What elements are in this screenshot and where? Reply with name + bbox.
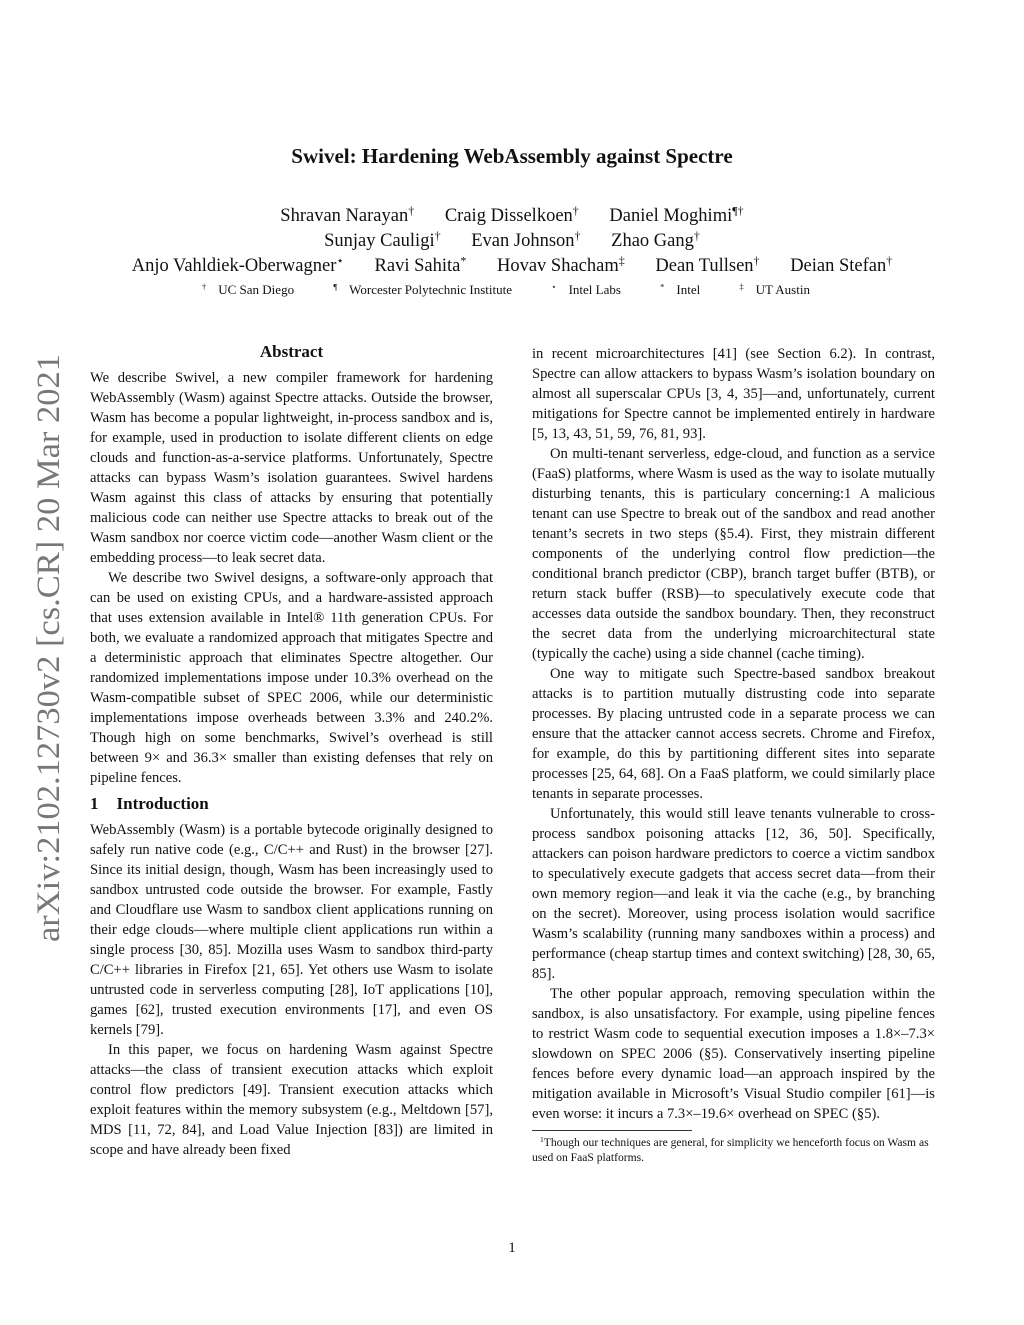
right-paragraph-4: Unfortunately, this would still leave tenants vulnerable to cross-process sandbox poisoning attacks [12, 36, 50]. Specifically, attackers can poison hardware predictors to coerce a victim sandbox to speculatively execute gadgets that access secret data—from their own memory region—and leak it via the cache (e.g., by branching on the secret). Moreover, using process isolation would sacrifice Wasm’s scalability (running many sandboxes within a process) and performance (cheap startup times and context switching) [28, 30, 65, 85].	[532, 806, 935, 982]
intro-paragraph-2: In this paper, we focus on hardening Wasm against Spectre attacks—the class of transient execution attacks which exploit control flow predictors [49]. Transient execution attacks which exploit features within the memory subsystem (e.g., Meltdown [57], MDS [11, 72, 84], and Load Value Injection [83]) are limited in scope and have already been fixed	[90, 1042, 493, 1158]
affiliation: † UC San Diego	[202, 281, 295, 297]
affiliations	[0, 282, 1024, 298]
affiliation: ⋆ Intel Labs	[551, 281, 621, 297]
arxiv-stamp	[28, 352, 68, 942]
right-paragraph-5: The other popular approach, removing speculation within the sandbox, is also unsatisfactory. For example, using pipeline fences to restrict Wasm code to sequential execution imposes a 1.8×–7.3× slowdown on SPEC 2006 (§5). Conservatively inserting pipeline fences before every dynamic load—an approach inspired by the mitigation available in Microsoft’s Visual Studio compiler [61]—is even worse: it incurs a 7.3×–19.6× overhead on SPEC (§5).	[532, 986, 935, 1122]
author-row-1	[0, 204, 1024, 228]
footnote-rule	[532, 1130, 692, 1131]
abstract-heading: Abstract	[259, 342, 324, 361]
author-row-3	[0, 254, 1024, 278]
author: Sunjay Cauligi†	[324, 228, 441, 251]
author: Evan Johnson†	[471, 228, 581, 251]
author: Craig Disselkoen†	[444, 203, 579, 226]
affiliation: ¶ Worcester Polytechnic Institute	[333, 281, 513, 297]
page-number: 1	[508, 1240, 516, 1256]
author: Hovav Shacham‡	[496, 253, 625, 276]
right-column	[532, 344, 935, 1165]
author: Daniel Moghimi¶†	[609, 203, 744, 226]
author: Deian Stefan†	[790, 253, 893, 276]
footnote: $^1$Though our techniques are general, for simplicity we henceforth focus on Wasm as used on FaaS platforms.	[532, 1134, 929, 1164]
author: Shravan Narayan†	[280, 203, 415, 226]
section-heading-introduction: 1 Introduction	[90, 794, 209, 813]
intro-paragraph-1: WebAssembly (Wasm) is a portable bytecode originally designed to safely run native code (e.g., C/C++ and Rust) in the browser [27]. Since its initial design, though, Wasm has been increasingly used to sandbox untrusted code outside the browser. For example, Fastly and Cloudflare use Wasm to sandbox client applications running on their edge clouds—where multiple client applications run within a single process [30, 85]. Mozilla uses Wasm to sandbox third-party C/C++ libraries in Firefox [21, 65]. Yet others use Wasm to isolate untrusted code in serverless computing [28], IoT applications [10], games [62], trusted execution environments [17], and even OS kernels [79].	[90, 822, 493, 1038]
author: Anjo Vahldiek-Oberwagner⋆	[131, 253, 344, 276]
arxiv-stamp-text: arXiv:2102.12730v2 [cs.CR] 20 Mar 2021	[31, 379, 67, 942]
affiliation: ‡ UT Austin	[739, 281, 810, 297]
paper-title: Swivel: Hardening WebAssembly against Spectre	[291, 144, 733, 168]
author: Zhao Gang†	[611, 228, 700, 251]
right-paragraph-3: One way to mitigate such Spectre-based sandbox breakout attacks is to partition mutually distrusting code into separate processes. By placing untrusted code in a separate process we can ensure that the attacker cannot access secrets. Chrome and Firefox, for example, do this by partitioning different sites into separate processes [25, 64, 68]. On a FaaS platform, we could similarly place tenants in separate processes.	[532, 666, 935, 802]
abstract-paragraph-1: We describe Swivel, a new compiler framework for hardening WebAssembly (Wasm) against Spectre attacks. Outside the browser, Wasm has become a popular lightweight, in-process sandbox and is, for example, used in production to isolate different clients on edge clouds and function-as-a-service platforms. Unfortunately, Spectre attacks can bypass Wasm’s isolation guarantees. Swivel hardens Wasm against this class of attacks by ensuring that potentially malicious code can neither use Spectre attacks to break out of the Wasm sandbox nor coerce victim code—another Wasm client or the embedding process—to leak secret data.	[90, 370, 493, 566]
right-paragraph-2: On multi-tenant serverless, edge-cloud, and function as a service (FaaS) platforms, where Wasm is used as the way to isolate mutually disturbing tenants, this is particulary concerning:1 A malicious tenant can use Spectre to break out of the sandbox and read another tenant’s secrets in two steps (§5.4). First, they mistrain different components of the underlying control flow prediction—the conditional branch predictor (CBP), branch target buffer (BTB), or return stack buffer (RSB)—to speculatively execute code that accesses data outside the sandbox boundary. Then, they reconstruct the secret data from the underlying microarchitectural state (typically the cache) using a side channel (cache timing).	[532, 446, 935, 662]
author-row-2	[0, 229, 1024, 253]
author: Ravi Sahita*	[374, 253, 467, 276]
left-column	[90, 342, 493, 1160]
author: Dean Tullsen†	[655, 253, 760, 276]
right-paragraph-1: in recent microarchitectures [41] (see Section 6.2). In contrast, Spectre can allow attackers to bypass Wasm’s isolation boundary on almost all superscalar CPUs [3, 4, 35]—and, unfortunately, current mitigations for Spectre cannot be implemented entirely in hardware [5, 13, 43, 51, 59, 76, 81, 93].	[532, 346, 935, 442]
abstract-paragraph-2: We describe two Swivel designs, a software-only approach that can be used on existing CPUs, and a hardware-assisted approach that uses extension available in Intel® 11th generation CPUs. For both, we evaluate a randomized approach that mitigates Spectre and a deterministic approach that eliminates Spectre altogether. Our randomized implementations impose under 10.3% overhead on the Wasm-compatible subset of SPEC 2006, while our deterministic implementations impose overheads between 3.3% and 240.2%. Though high on some benchmarks, Swivel’s overhead is still between 9× and 36.3× smaller than existing defenses that rely on pipeline fences.	[90, 570, 493, 786]
affiliation: * Intel	[660, 281, 701, 297]
